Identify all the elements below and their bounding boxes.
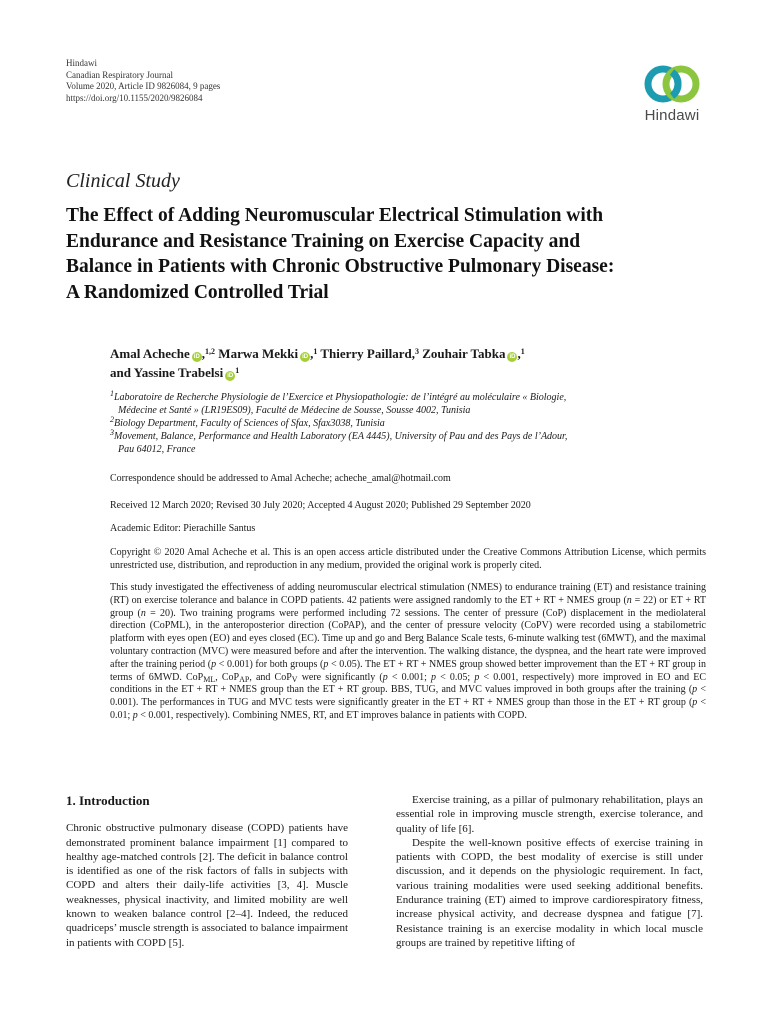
author-name[interactable]: Yassine Trabelsi [133,365,224,380]
journal-metadata [66,58,220,104]
body-paragraph: Despite the well-known positive effects of exercise training in patients with COPD, the best modality of exercise is still under discussion, and it depends on the physiologic requirement. In fact, various training modalities were used seeking additional benefits. Endurance training (ET) aimed to improve cardiorespiratory fitness, increase physical activity, and decrease dyspnea and fatigue [7]. Resistance training is an exercise modality in which local muscle groups are trained by repetitive lifting of [396,836,703,949]
author-name[interactable]: Thierry Paillard [320,346,412,361]
author-name[interactable]: Amal Acheche [110,346,190,361]
title-line: A Randomized Controlled Trial [66,281,329,303]
author-affiliation: 1 [313,347,318,356]
author-list: Amal Acheche iD ,$^{1,2}$ Marwa Mekki iD ,$^1$ Thierry Paillard,$^3$ Zouhair Tabka iD ,$^1$ and Yassine Trabelsi $iD^1$ [110,346,525,380]
affiliation-number: 2 [110,415,114,424]
title-line: The Effect of Adding Neuromuscular Electrical Stimulation with [66,205,604,226]
affiliation-text: Médecine et Santé » (LR19ES09), Faculté de Médecine de Sousse, Sousse 4002, Tunisia [118,405,471,416]
volume-line: Volume 2020, Article ID 9826084, 9 pages [66,81,221,91]
affiliation-text: Movement, Balance, Performance and Health Laboratory (EA 4445), University of Pau and des Pays de l’Adour, [114,431,568,442]
orcid-icon[interactable]: iD [193,354,200,360]
author-name[interactable]: Marwa Mekki [218,346,299,361]
article-title [66,203,716,305]
affiliation-text: Pau 64012, France [118,444,196,455]
title-line: Balance in Patients with Chronic Obstructive Pulmonary Disease: [66,256,615,277]
orcid-icon[interactable]: iD [227,373,234,379]
hindawi-rings-icon [640,62,704,106]
affiliation-text: Biology Department, Faculty of Sciences of Sfax, Sfax3038, Tunisia [114,418,385,429]
title-line: Endurance and Resistance Training on Exercise Capacity and [66,230,581,252]
affiliation-number: 3 [110,428,114,437]
body-paragraph: Exercise training, as a pillar of pulmonary rehabilitation, plays an essential role in improving muscle strength, exercise tolerance, and quality of life [6]. [396,794,703,835]
copyright-notice: Copyright © 2020 Amal Acheche et al. This is an open access article distributed under the Creative Commons Attribution License, which permits unrestricted use, distribution, and reproduction in any medium, provided the original work is properly cited. [110,547,706,571]
author-affiliation: 1 [520,347,525,356]
intro-left-column [66,794,348,950]
affiliation-number: 1 [110,389,114,398]
section-heading: 1. Introduction [66,793,150,808]
intro-right-column [396,793,703,950]
body-paragraph: Chronic obstructive pulmonary disease (COPD) patients have demonstrated prominent balance impairment [1] compared to healthy age-matched controls [2]. The deficit in balance control is identified as one of the risk factors of falls in subjects with COPD and alters their daily-life activities [3, 4]. Muscle weaknesses, physical inactivity, and limited mobility are well known to weaken balance control [2–4]. Indeed, the reduced quadriceps’ muscle strength is associated to balance impairment in patients with COPD [5]. [66,822,348,949]
affiliation-text: Laboratoire de Recherche Physiologie de l’Exercice et Physiopathologie: de l’intégré au moléculaire « Biologie, [114,392,567,403]
correspondence: Correspondence should be addressed to Amal Acheche; acheche_amal@hotmail.com [110,473,451,484]
author-affiliation: 1,2 [205,347,216,356]
orcid-icon[interactable]: iD [509,354,516,360]
academic-editor: Academic Editor: Pierachille Santus [110,523,256,534]
logo-wordmark: Hindawi [644,107,700,124]
orcid-icon[interactable]: iD [302,354,309,360]
hindawi-logo [633,62,711,124]
journal-name: Canadian Respiratory Journal [66,69,173,80]
author-affiliation: 1 [235,366,240,375]
abstract: This study investigated the effectiveness of adding neuromuscular electrical stimulation (NMES) to endurance training (ET) and resistance training (RT) on exercise tolerance and balance in COPD patients. 42 patients were assigned randomly to the ET + RT + NMES group (n = 22) or ET + RT group (n = 20). Two training programs were performed including 72 sessions. The center of pressure (CoP) displacement in the mediolateral direction (CoPML), in the anteroposterior direction (CoPAP), and the center of pressure velocity (CoPV) were recorded using a stabilometric platform with eyes open (EO) and eyes closed (EC). Time up and go and Berg Balance Scale tests, 6-minute walking test (6MWT), and the maximal voluntary contraction (MVC) were measured before and after the intervention. The walking distance, the dyspnea, and the heart rate were improved after the training period (p < 0.001) for both groups (p < 0.05). The ET + RT + NMES group showed better improvement than the ET + RT group in terms of 6MWD. CoP$_{ML}$, CoP$_{AP}$, and CoP$_V$ were significantly (p < 0.001; p < 0.05; p < 0.001, respectively) more improved in EO and EC conditions in the ET + RT + NMES group than the ET + RT group. BBS, TUG, and MVC values improved in both groups after the training (p < 0.001). The performances in TUG and MVC tests were significantly greater in the ET + RT + NMES group than those in the ET + RT group (p < 0.01; p < 0.001, respectively). Combining NMES, RT, and ET improves balance in patients with COPD. [110,582,707,721]
author-name[interactable]: Zouhair Tabka [422,346,506,361]
article-category: Clinical Study [66,170,180,192]
author-conjunction: and [110,365,131,380]
publisher-name: Hindawi [66,58,97,68]
author-affiliation: 3 [414,347,419,356]
affiliations [110,391,710,456]
publication-dates: Received 12 March 2020; Revised 30 July 2020; Accepted 4 August 2020; Published 29 September 2020 [110,500,531,511]
doi-link[interactable]: https://doi.org/10.1155/2020/9826084 [66,92,203,103]
